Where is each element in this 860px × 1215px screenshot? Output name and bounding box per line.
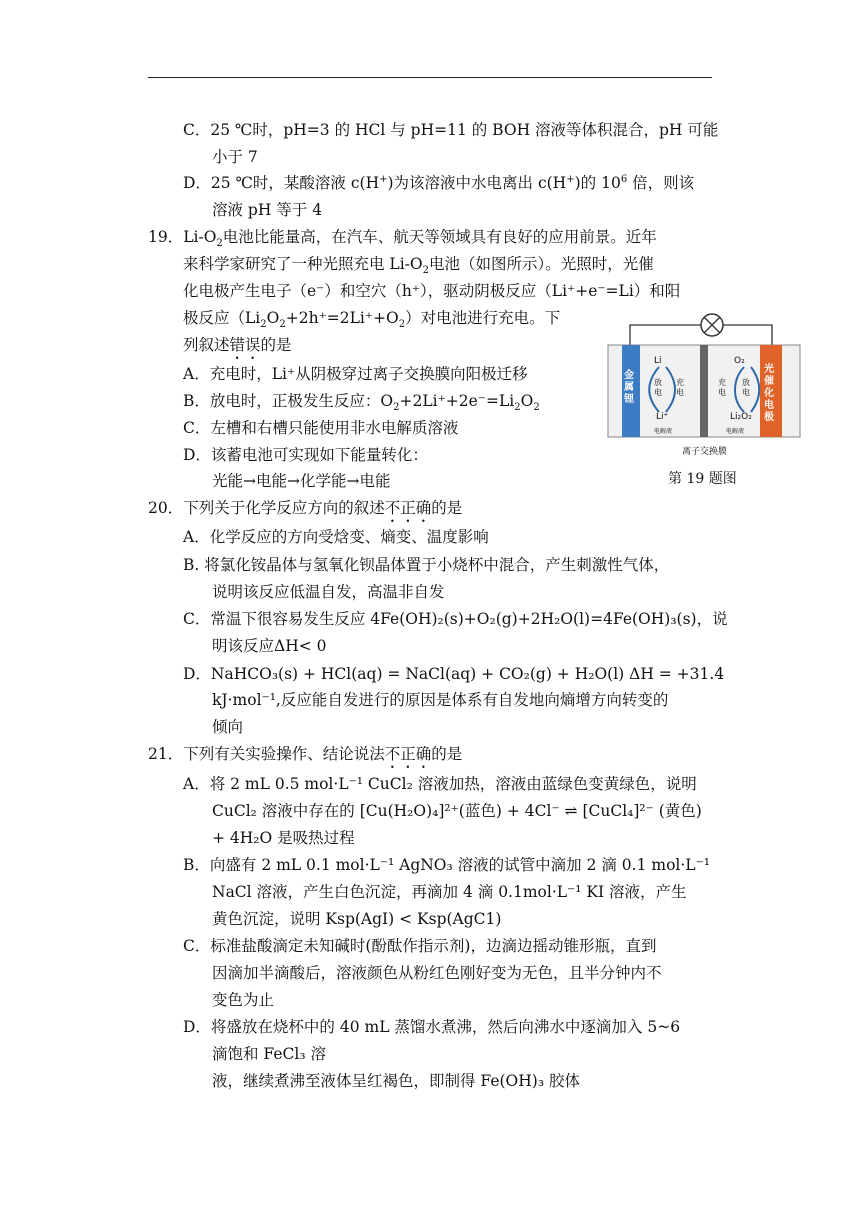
q21-option-c-line3: 变色为止 xyxy=(212,991,275,1009)
q18-option-c-line1: C．25 ℃时，pH=3 的 HCl 与 pH=11 的 BOH 溶液等体积混合，pH 可能 xyxy=(183,121,719,139)
o2-label: O₂ xyxy=(734,356,745,366)
q20-option-d-line3: 倾向 xyxy=(212,718,244,736)
electrolyte-label-left: 电解液 xyxy=(654,428,673,435)
right-electrode-label: 光催化电极 xyxy=(764,364,774,423)
electrolyte-label-right: 电解液 xyxy=(726,428,745,435)
left-electrode-label: 金属锂 xyxy=(624,370,634,405)
header-rule xyxy=(148,77,712,78)
q18-option-d-line2: 溶液 pH 等于 4 xyxy=(212,201,323,219)
q19-option-d-line2: 光能→电能→化学能→电能 xyxy=(212,472,391,490)
q19-option-d-line1: D．该蓄电池可实现如下能量转化： xyxy=(183,446,428,464)
q19-stem-line3: 化电极产生电子（e⁻）和空穴（h⁺），驱动阴极反应（Li⁺+e⁻=Li）和阳 xyxy=(183,282,681,300)
q20-option-b-line1: B. 将氯化铵晶体与氢氧化钡晶体置于小烧杯中混合，产生刺激性气体， xyxy=(183,556,670,574)
q21-option-c-line1: C．标准盐酸滴定未知碱时(酚酞作指示剂)，边滴边摇动锥形瓶，直到 xyxy=(183,937,657,955)
li2o2-label: Li₂O₂ xyxy=(730,412,752,422)
q18-option-c-line2: 小于 7 xyxy=(212,148,258,166)
figure-caption: 第 19 题图 xyxy=(668,471,737,487)
q21-option-a-line3: + 4H₂O 是吸热过程 xyxy=(212,829,355,847)
q21-option-a-line2: CuCl₂ 溶液中存在的 [Cu(H₂O)₄]²⁺(蓝色) + 4Cl⁻ ⇌ [CuCl₄]²⁻ (黄色) xyxy=(212,802,702,820)
li-label: Li xyxy=(654,356,662,366)
q19-option-c: C．左槽和右槽只能使用非水电解质溶液 xyxy=(183,419,459,437)
q21-option-d-line1: D．将盛放在烧杯中的 40 mL 蒸馏水煮沸，然后向沸水中逐滴加入 5~6 xyxy=(183,1018,681,1036)
q21-option-c-line2: 因滴加半滴酸后，溶液颜色从粉红色刚好变为无色，且半分钟内不 xyxy=(212,964,662,982)
discharge-label-right: 放电 xyxy=(742,378,750,397)
membrane-label: 离子交换膜 xyxy=(682,447,728,457)
q20-option-d-line2: kJ·mol⁻¹,反应能自发进行的原因是体系有自发地向熵增方向转变的 xyxy=(212,691,669,709)
q20-option-c-line1: C．常温下很容易发生反应 4Fe(OH)₂(s)+O₂(g)+2H₂O(l)=4Fe(OH)₃(s)，说 xyxy=(183,610,728,628)
q19-stem-line4: 极反应$(Li_2O_2+2h^+=2Li^++O_2)$对电池进行充电。下 xyxy=(183,309,561,331)
q21-option-b-line1: B．向盛有 2 mL 0.1 mol·L⁻¹ AgNO₃ 溶液的试管中滴加 2 滴 0.1 mol·L⁻¹ xyxy=(183,856,710,874)
charge-label-left: 充电 xyxy=(676,378,684,397)
charge-label-right: 充电 xyxy=(718,378,726,397)
q21-option-d-line2: 滴饱和 FeCl₃ 溶 xyxy=(212,1045,326,1063)
q21-option-b-line3: 黄色沉淀，说明 Ksp(AgI) < Ksp(AgC1) xyxy=(212,910,502,928)
q21-stem: 21．下列有关实验操作、结论说法不正确的是 xyxy=(148,745,463,763)
q21-option-a-line1: A．将 2 mL 0.5 mol·L⁻¹ CuCl₂ 溶液加热，溶液由蓝绿色变黄绿色，说明 xyxy=(183,775,697,793)
q19-stem-line5: 列叙述错误的是 xyxy=(183,336,292,354)
q20-option-d-line1: D．NaHCO₃(s) + HCl(aq) = NaCl(aq) + CO₂(g) + H₂O(l) ΔH = +31.4 xyxy=(183,665,725,683)
q18-option-d-line1: D．25 ℃时，某酸溶液 c(H+)为该溶液中水电离出 c(H+)的 $10^6$ 倍，则该 xyxy=(183,173,695,192)
q19-option-b: B．放电时，正极发生反应：$O_2+2Li^++2e^-=Li_2O_2$ xyxy=(183,392,540,414)
battery-diagram xyxy=(604,312,816,442)
q20-option-c-line2: 明该反应ΔH< 0 xyxy=(212,637,327,655)
q20-option-b-line2: 说明该反应低温自发，高温非自发 xyxy=(212,583,445,601)
q20-stem: 20．下列关于化学反应方向的叙述不正确的是 xyxy=(148,499,463,517)
q19-option-a: A．充电时，Li⁺从阴极穿过离子交换膜向阳极迁移 xyxy=(183,365,528,383)
q20-option-a: A．化学反应的方向受焓变、熵变、温度影响 xyxy=(183,528,489,546)
q19-stem-line1: 19．$Li-O_2$电池比能量高，在汽车、航天等领域具有良好的应用前景。近年 xyxy=(148,228,657,250)
q21-option-b-line2: NaCl 溶液，产生白色沉淀，再滴加 4 滴 0.1mol·L⁻¹ KI 溶液，产生 xyxy=(212,883,687,901)
discharge-label-left: 放电 xyxy=(654,378,662,397)
q21-option-d-line3: 液，继续煮沸至液体呈红褐色，即制得 Fe(OH)₃ 胶体 xyxy=(212,1072,580,1090)
q19-stem-line2: 来科学家研究了一种光照充电 $Li-O_2$电池（如图所示）。光照时，光催 xyxy=(183,255,654,277)
li-ion-label: Li⁺ xyxy=(656,412,669,422)
